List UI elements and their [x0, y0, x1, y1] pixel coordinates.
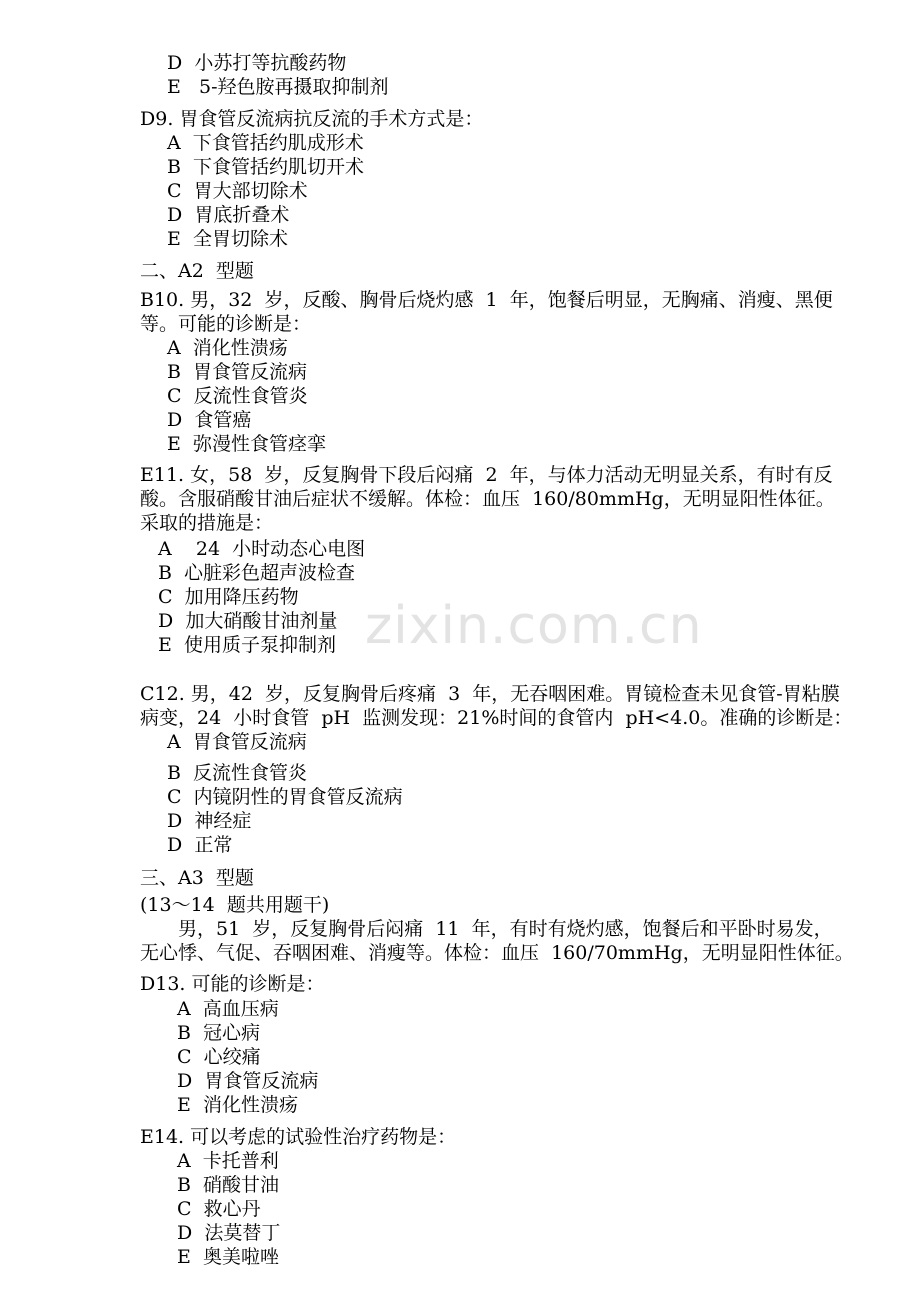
question-line: D13. 可能的诊断是：	[140, 973, 325, 995]
option-line: C 内镜阴性的胃食管反流病	[167, 786, 403, 808]
option-line: A 消化性溃疡	[167, 337, 288, 359]
section-heading: 三、A3 型题	[140, 867, 254, 889]
option-line: B 冠心病	[177, 1022, 261, 1044]
option-line: E 5-羟色胺再摄取抑制剂	[167, 76, 389, 98]
question-line: E11. 女，58 岁，反复胸骨下段后闷痛 2 年，与体力活动无明显关系，有时有反	[140, 464, 833, 486]
option-line: D 正常	[167, 834, 233, 856]
option-line: C 心绞痛	[177, 1046, 261, 1068]
option-line: B 心脏彩色超声波检查	[158, 562, 356, 584]
option-line: B 硝酸甘油	[177, 1174, 280, 1196]
option-line: A 下食管括约肌成形术	[167, 132, 364, 154]
option-line: D 神经症	[167, 810, 252, 832]
option-line: D 小苏打等抗酸药物	[167, 52, 347, 74]
watermark: zixin.com.cn	[365, 596, 703, 656]
question-line: 等。可能的诊断是：	[140, 313, 312, 335]
option-line: B 下食管括约肌切开术	[167, 156, 365, 178]
option-line: E 奥美啦唑	[177, 1246, 279, 1268]
option-line: D 食管癌	[167, 409, 252, 431]
option-line: E 弥漫性食管痉挛	[167, 433, 326, 455]
option-line: E 全胃切除术	[167, 228, 288, 250]
option-line: C 加用降压药物	[158, 586, 299, 608]
option-line: A 胃食管反流病	[167, 731, 307, 753]
option-line: C 胃大部切除术	[167, 180, 308, 202]
option-line: A 24 小时动态心电图	[158, 538, 366, 560]
question-line: 采取的措施是：	[140, 512, 274, 534]
option-line: A 卡托普利	[177, 1150, 279, 1172]
question-line: D9. 胃食管反流病抗反流的手术方式是：	[140, 108, 484, 130]
option-line: C 反流性食管炎	[167, 385, 308, 407]
option-line: C 救心丹	[177, 1198, 261, 1220]
option-line: D 胃底折叠术	[167, 204, 290, 226]
question-line: C12. 男，42 岁，反复胸骨后疼痛 3 年，无吞咽困难。胃镜检查未见食管-胃粘膜	[140, 683, 840, 705]
option-line: D 胃食管反流病	[177, 1070, 319, 1092]
question-line: E14. 可以考虑的试验性治疗药物是：	[140, 1126, 457, 1148]
question-line: B10. 男，32 岁，反酸、胸骨后烧灼感 1 年，饱餐后明显，无胸痛、消瘦、黑便	[140, 289, 833, 311]
option-line: D 法莫替丁	[177, 1222, 281, 1244]
question-stem-label: (13～14 题共用题干)	[140, 894, 330, 916]
question-line: 酸。含服硝酸甘油后症状不缓解。体检：血压 160/80mmHg，无明显阳性体征。	[140, 488, 835, 510]
question-stem: 无心悸、气促、吞咽困难、消瘦等。体检：血压 160/70mmHg，无明显阳性体征。	[140, 942, 854, 964]
option-line: B 反流性食管炎	[167, 762, 308, 784]
question-line: 病变，24 小时食管 pH 监测发现：21%时间的食管内 pH<4.0。准确的诊断是：	[140, 707, 853, 729]
question-stem: 男，51 岁，反复胸骨后闷痛 11 年，有时有烧灼感，饱餐后和平卧时易发，	[178, 918, 833, 940]
option-line: B 胃食管反流病	[167, 361, 308, 383]
option-line: A 高血压病	[177, 998, 279, 1020]
option-line: E 使用质子泵抑制剂	[158, 634, 336, 656]
option-line: D 加大硝酸甘油剂量	[158, 610, 338, 632]
option-line: E 消化性溃疡	[177, 1094, 298, 1116]
section-heading: 二、A2 型题	[140, 260, 254, 282]
